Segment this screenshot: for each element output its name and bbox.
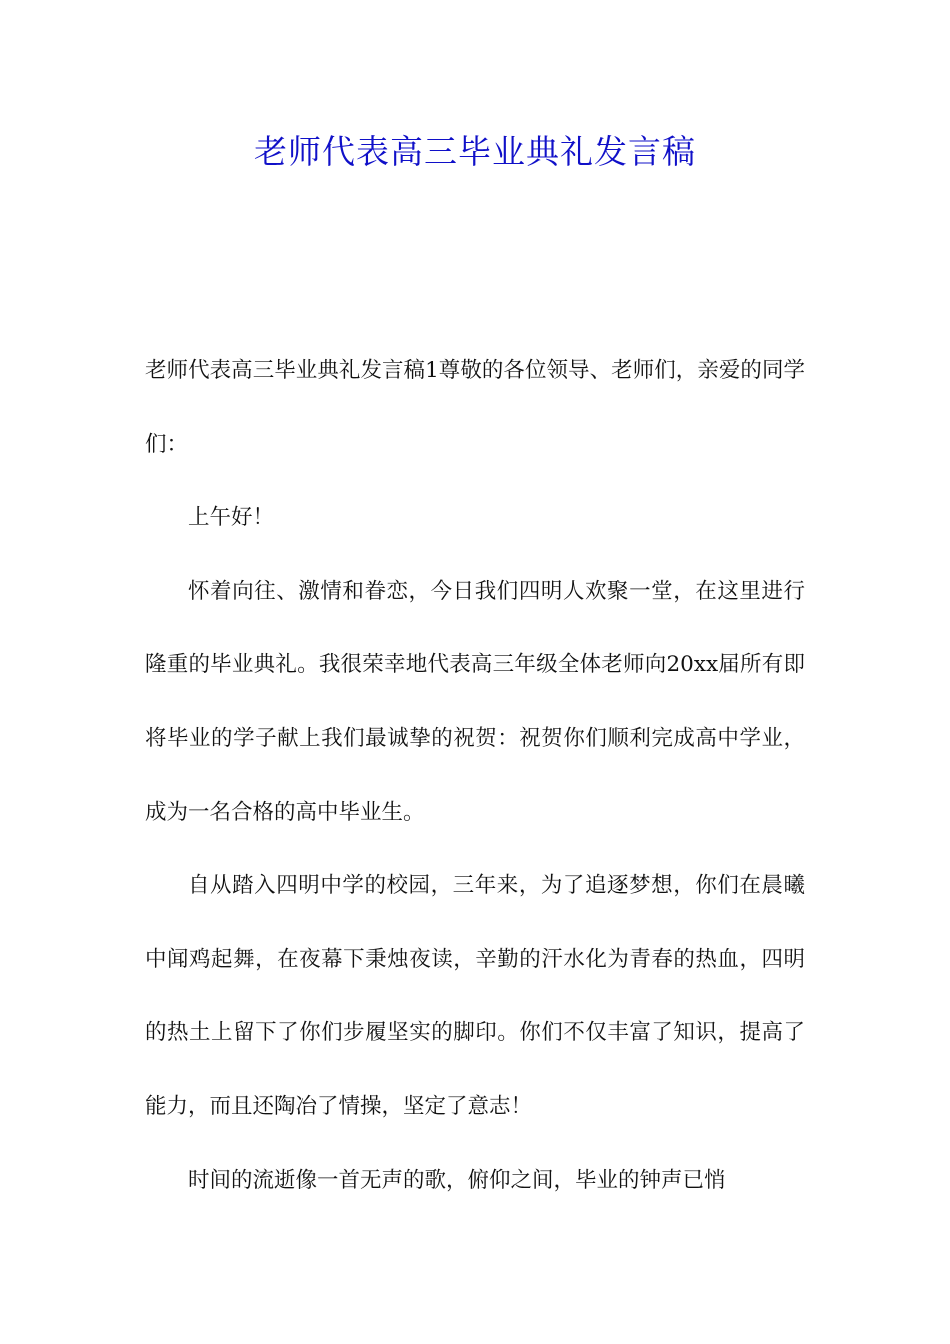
paragraph-4: 自从踏入四明中学的校园，三年来，为了追逐梦想，你们在晨曦中闻鸡起舞，在夜幕下秉烛夜读，辛勤的汗水化为青春的热血，四明的热土上留下了你们步履坚实的脚印。你们不仅丰富了知识，提高了能力，而且还陶冶了情操，坚定了意志！ [145,873,805,1119]
paragraph-2: 上午好！ [188,505,275,531]
paragraph-3: 怀着向往、激情和眷恋，今日我们四明人欢聚一堂，在这里进行隆重的毕业典礼。我很荣幸地代表高三年级全体老师向20xx届所有即将毕业的学子献上我们最诚挚的祝贺：祝贺你们顺利完成高中学业，成为一名合格的高中毕业生。 [145,578,805,825]
document-title: 老师代表高三毕业典礼发言稿 [254,132,696,171]
paragraph-1: 老师代表高三毕业典礼发言稿1尊敬的各位领导、老师们，亲爱的同学们： [145,358,805,457]
document-body [145,334,805,1217]
paragraph-5: 时间的流逝像一首无声的歌，俯仰之间，毕业的钟声已悄 [188,1167,726,1193]
